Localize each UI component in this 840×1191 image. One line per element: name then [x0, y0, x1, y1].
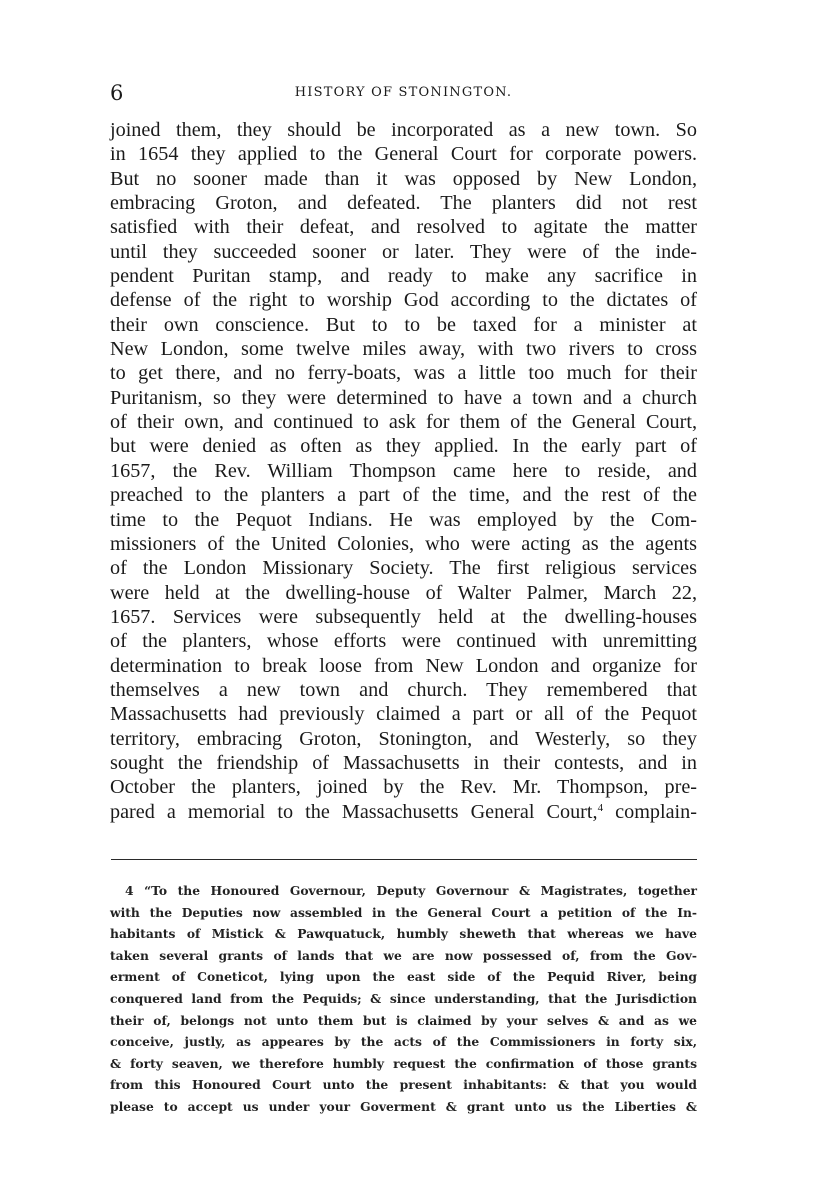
- footnote-line: from this Honoured Court unto the present inhabitants: & that you would: [110, 1077, 697, 1093]
- body-line: determination to break loose from New London and organize for: [110, 654, 697, 677]
- footnote-line: habitants of Mistick & Pawquatuck, humbly sheweth that whereas we have: [110, 926, 697, 942]
- body-line: New London, some twelve miles away, with two rivers to cross: [110, 338, 697, 361]
- body-line-text: pared a memorial to the Massachusetts General Court,: [110, 800, 598, 823]
- footnote-line: with the Deputies now assembled in the General Court a petition of the In-: [110, 904, 697, 920]
- body-line: joined them, they should be incorporated as a new town. So: [110, 119, 697, 141]
- footnote-line: conceive, justly, as appeares by the acts of the Commissioners in forty six,: [110, 1034, 697, 1050]
- body-line: were held at the dwelling-house of Walter Palmer, March 22,: [110, 581, 697, 604]
- footnote-line: taken several grants of lands that we are now possessed of, from the Gov-: [110, 947, 697, 963]
- body-line: of the planters, whose efforts were continued with unremitting: [110, 630, 697, 653]
- body-line: territory, embracing Groton, Stonington, and Westerly, so they: [110, 727, 697, 750]
- footnote-separator-rule: [111, 859, 697, 860]
- body-line: sought the friendship of Massachusetts in their contests, and in: [110, 751, 697, 774]
- body-line: themselves a new town and church. They remembered that: [110, 678, 697, 701]
- body-line: Puritanism, so they were determined to have a town and a church: [110, 386, 697, 409]
- body-line: But no sooner made than it was opposed by New London,: [110, 167, 697, 190]
- body-line: in 1654 they applied to the General Court for corporate powers.: [110, 143, 697, 166]
- footnote-line: & forty seaven, we therefore humbly request the confirmation of those grants: [110, 1055, 697, 1071]
- body-line: October the planters, joined by the Rev. Mr. Thompson, pre-: [110, 776, 697, 799]
- footnote-line: please to accept us under your Goverment & grant unto us the Liberties &: [110, 1098, 697, 1114]
- footnote: [110, 880, 697, 1118]
- body-line: satisfied with their defeat, and resolved to agitate the matter: [110, 216, 697, 239]
- body-line: preached to the planters a part of the time, and the rest of the: [110, 484, 697, 507]
- body-line-last: [110, 800, 697, 824]
- body-line: pendent Puritan stamp, and ready to make any sacrifice in: [110, 265, 697, 288]
- body-line: time to the Pequot Indians. He was employed by the Com-: [110, 508, 697, 531]
- body-line: missioners of the United Colonies, who were acting as the agents: [110, 532, 697, 555]
- footnote-line: conquered land from the Pequids; & since understanding, that the Jurisdiction: [110, 990, 697, 1006]
- footnote-line: erment of Coneticot, lying upon the east side of the Pequid River, being: [110, 969, 697, 985]
- body-line: 1657. Services were subsequently held at the dwelling-houses: [110, 605, 697, 628]
- page-number: 6: [110, 81, 124, 105]
- running-title: HISTORY OF STONINGTON.: [294, 85, 513, 100]
- body-line: embracing Groton, and defeated. The planters did not rest: [110, 192, 697, 215]
- footnote-line: 4 “To the Honoured Governour, Deputy Governour & Magistrates, together: [125, 883, 697, 898]
- body-line: until they succeeded sooner or later. They were of the inde-: [110, 240, 697, 263]
- body-line: Massachusetts had previously claimed a part or all of the Pequot: [110, 703, 697, 726]
- body-line: but were denied as often as they applied. In the early part of: [110, 435, 697, 458]
- body-line: their own conscience. But to to be taxed for a minister at: [110, 313, 697, 336]
- body-text: [110, 118, 697, 824]
- body-line-tail: complain-: [603, 800, 697, 823]
- body-line: 1657, the Rev. William Thompson came here to reside, and: [110, 459, 697, 482]
- body-line: of the London Missionary Society. The first religious services: [110, 557, 697, 580]
- footnote-reference[interactable]: 4: [597, 801, 604, 814]
- footnote-line: their of, belongs not unto them but is claimed by your selves & and as we: [110, 1012, 697, 1028]
- body-line: of their own, and continued to ask for them of the General Court,: [110, 411, 697, 434]
- running-head: [110, 81, 697, 105]
- body-line: defense of the right to worship God according to the dictates of: [110, 289, 697, 312]
- body-line: to get there, and no ferry-boats, was a little too much for their: [110, 362, 697, 385]
